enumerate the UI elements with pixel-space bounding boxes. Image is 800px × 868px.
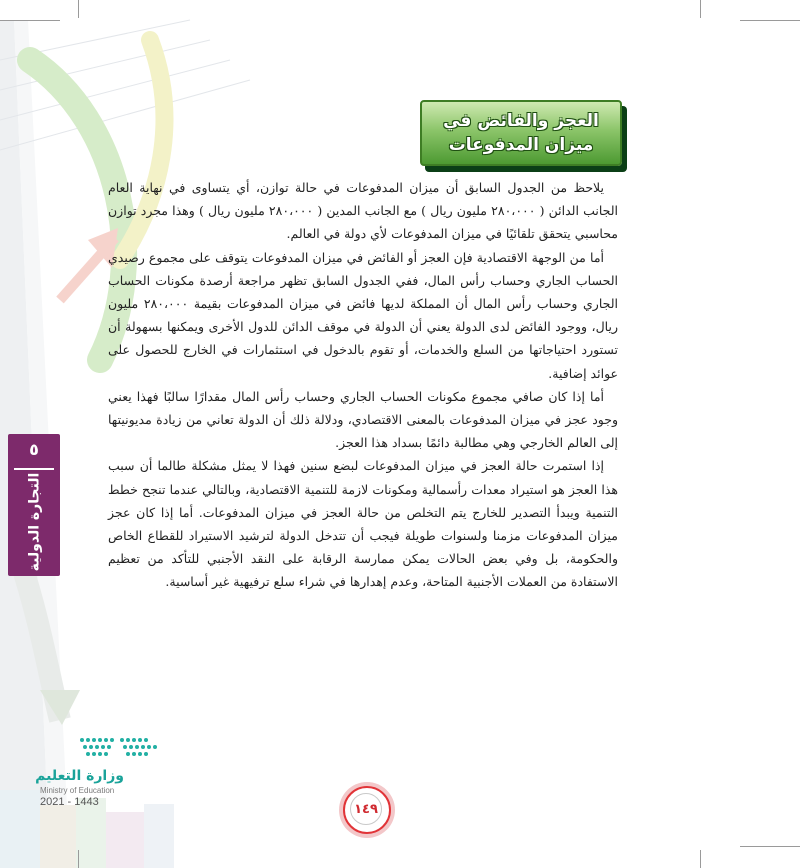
page-number: ١٤٩ <box>354 801 378 817</box>
ministry-name-en: Ministry of Education <box>40 786 115 795</box>
crop-mark <box>700 0 701 18</box>
paragraph: يلاحظ من الجدول السابق أن ميزان المدفوعات في حالة توازن، أي يتساوى في نهاية العام الجانب الدائن ( ٢٨٠،٠٠٠ مليون ريال ) مع الجانب المدين ( ٢٨٠،٠٠٠ مليون ريال ) وهذا مجرد توازن محاسبي يتحقق تلقائيًا في ميزان المدفوعات لأي دولة في العالم. <box>108 180 619 242</box>
ministry-dots-icon <box>78 736 164 760</box>
crop-mark <box>78 0 79 18</box>
heading-line-1: العجز والفائض في <box>443 111 599 131</box>
heading-line-2: ميزان المدفوعات <box>448 135 594 155</box>
crop-mark <box>740 20 800 21</box>
unit-title-wrap <box>8 474 60 570</box>
crop-mark <box>740 846 800 847</box>
unit-title: التجارة الدولية <box>26 472 42 572</box>
page-number-inner <box>350 793 382 825</box>
crop-mark <box>700 850 701 868</box>
crop-mark <box>0 20 60 21</box>
ministry-year: 2021 - 1443 <box>40 796 99 808</box>
paragraph: أما من الوجهة الاقتصادية فإن العجز أو الفائض في ميزان المدفوعات يتوقف على مجموع رصيدي الحساب الجاري وحساب رأس المال، ففي الجدول السابق تظهر مراجعة أرصدة مكونات الحساب الجاري وحساب رأس المال أن المملكة لديها فائض في ميزان المدفوعات بقيمة ٢٨٠،٠٠٠ مليون ريال، ووجود الفائض لدى الدولة يعني أن الدولة في موقف الدائن للدول الأخرى ويمكنها بسهولة أن تستورد احتياجاتها من السلع والخدمات، أو تقوم بالدخول في استثمارات في الخارج للحصول على عوائد إضافية. <box>108 249 618 381</box>
body-text <box>108 176 618 594</box>
paragraph: إذا استمرت حالة العجز في ميزان المدفوعات لبضع سنين فهذا لا يمثل مشكلة طالما أن سبب هذا العجز هو استيراد معدات رأسمالية ومكونات لازمة للتنمية الاقتصادية، وبالتالي عندما تنجح خطط التنمية ويبدأ التصدير للخارج يتم التخلص من حالة العجز في ميزان المدفوعات. أما إذا كان عجز ميزان المدفوعات مزمنا ولسنوات طويلة فيجب أن تتدخل الدولة لترشيد الاستيراد للقطاع الخاص والحكومة، بل وفي بعض الحالات يمكن ممارسة الرقابة على النقد الأجنبي للتأكد من تعظيم الاستفادة من العملات الأجنبية المتاحة، وعدم إهدارها في شراء سلع ترفيهية غير أساسية. <box>108 458 618 590</box>
unit-side-tab <box>8 434 60 576</box>
paragraph: أما إذا كان صافي مجموع مكونات الحساب الجاري وحساب رأس المال مقدارًا سالبًا فهذا يعني وجود عجز في ميزان المدفوعات بالمعنى الاقتصادي، ودلالة ذلك أن الدولة تعاني من زيادة مديونيتها إلى العالم الخارجي وهي مطالبة دائمًا بسداد هذا العجز. <box>108 388 618 451</box>
unit-number: ٥ <box>29 440 39 459</box>
ministry-name-ar: وزارة التعليم <box>35 768 124 784</box>
ministry-logo <box>35 736 170 808</box>
section-heading <box>420 100 622 166</box>
unit-divider <box>14 468 54 470</box>
crop-mark <box>78 850 79 868</box>
page-number-badge <box>343 786 391 834</box>
